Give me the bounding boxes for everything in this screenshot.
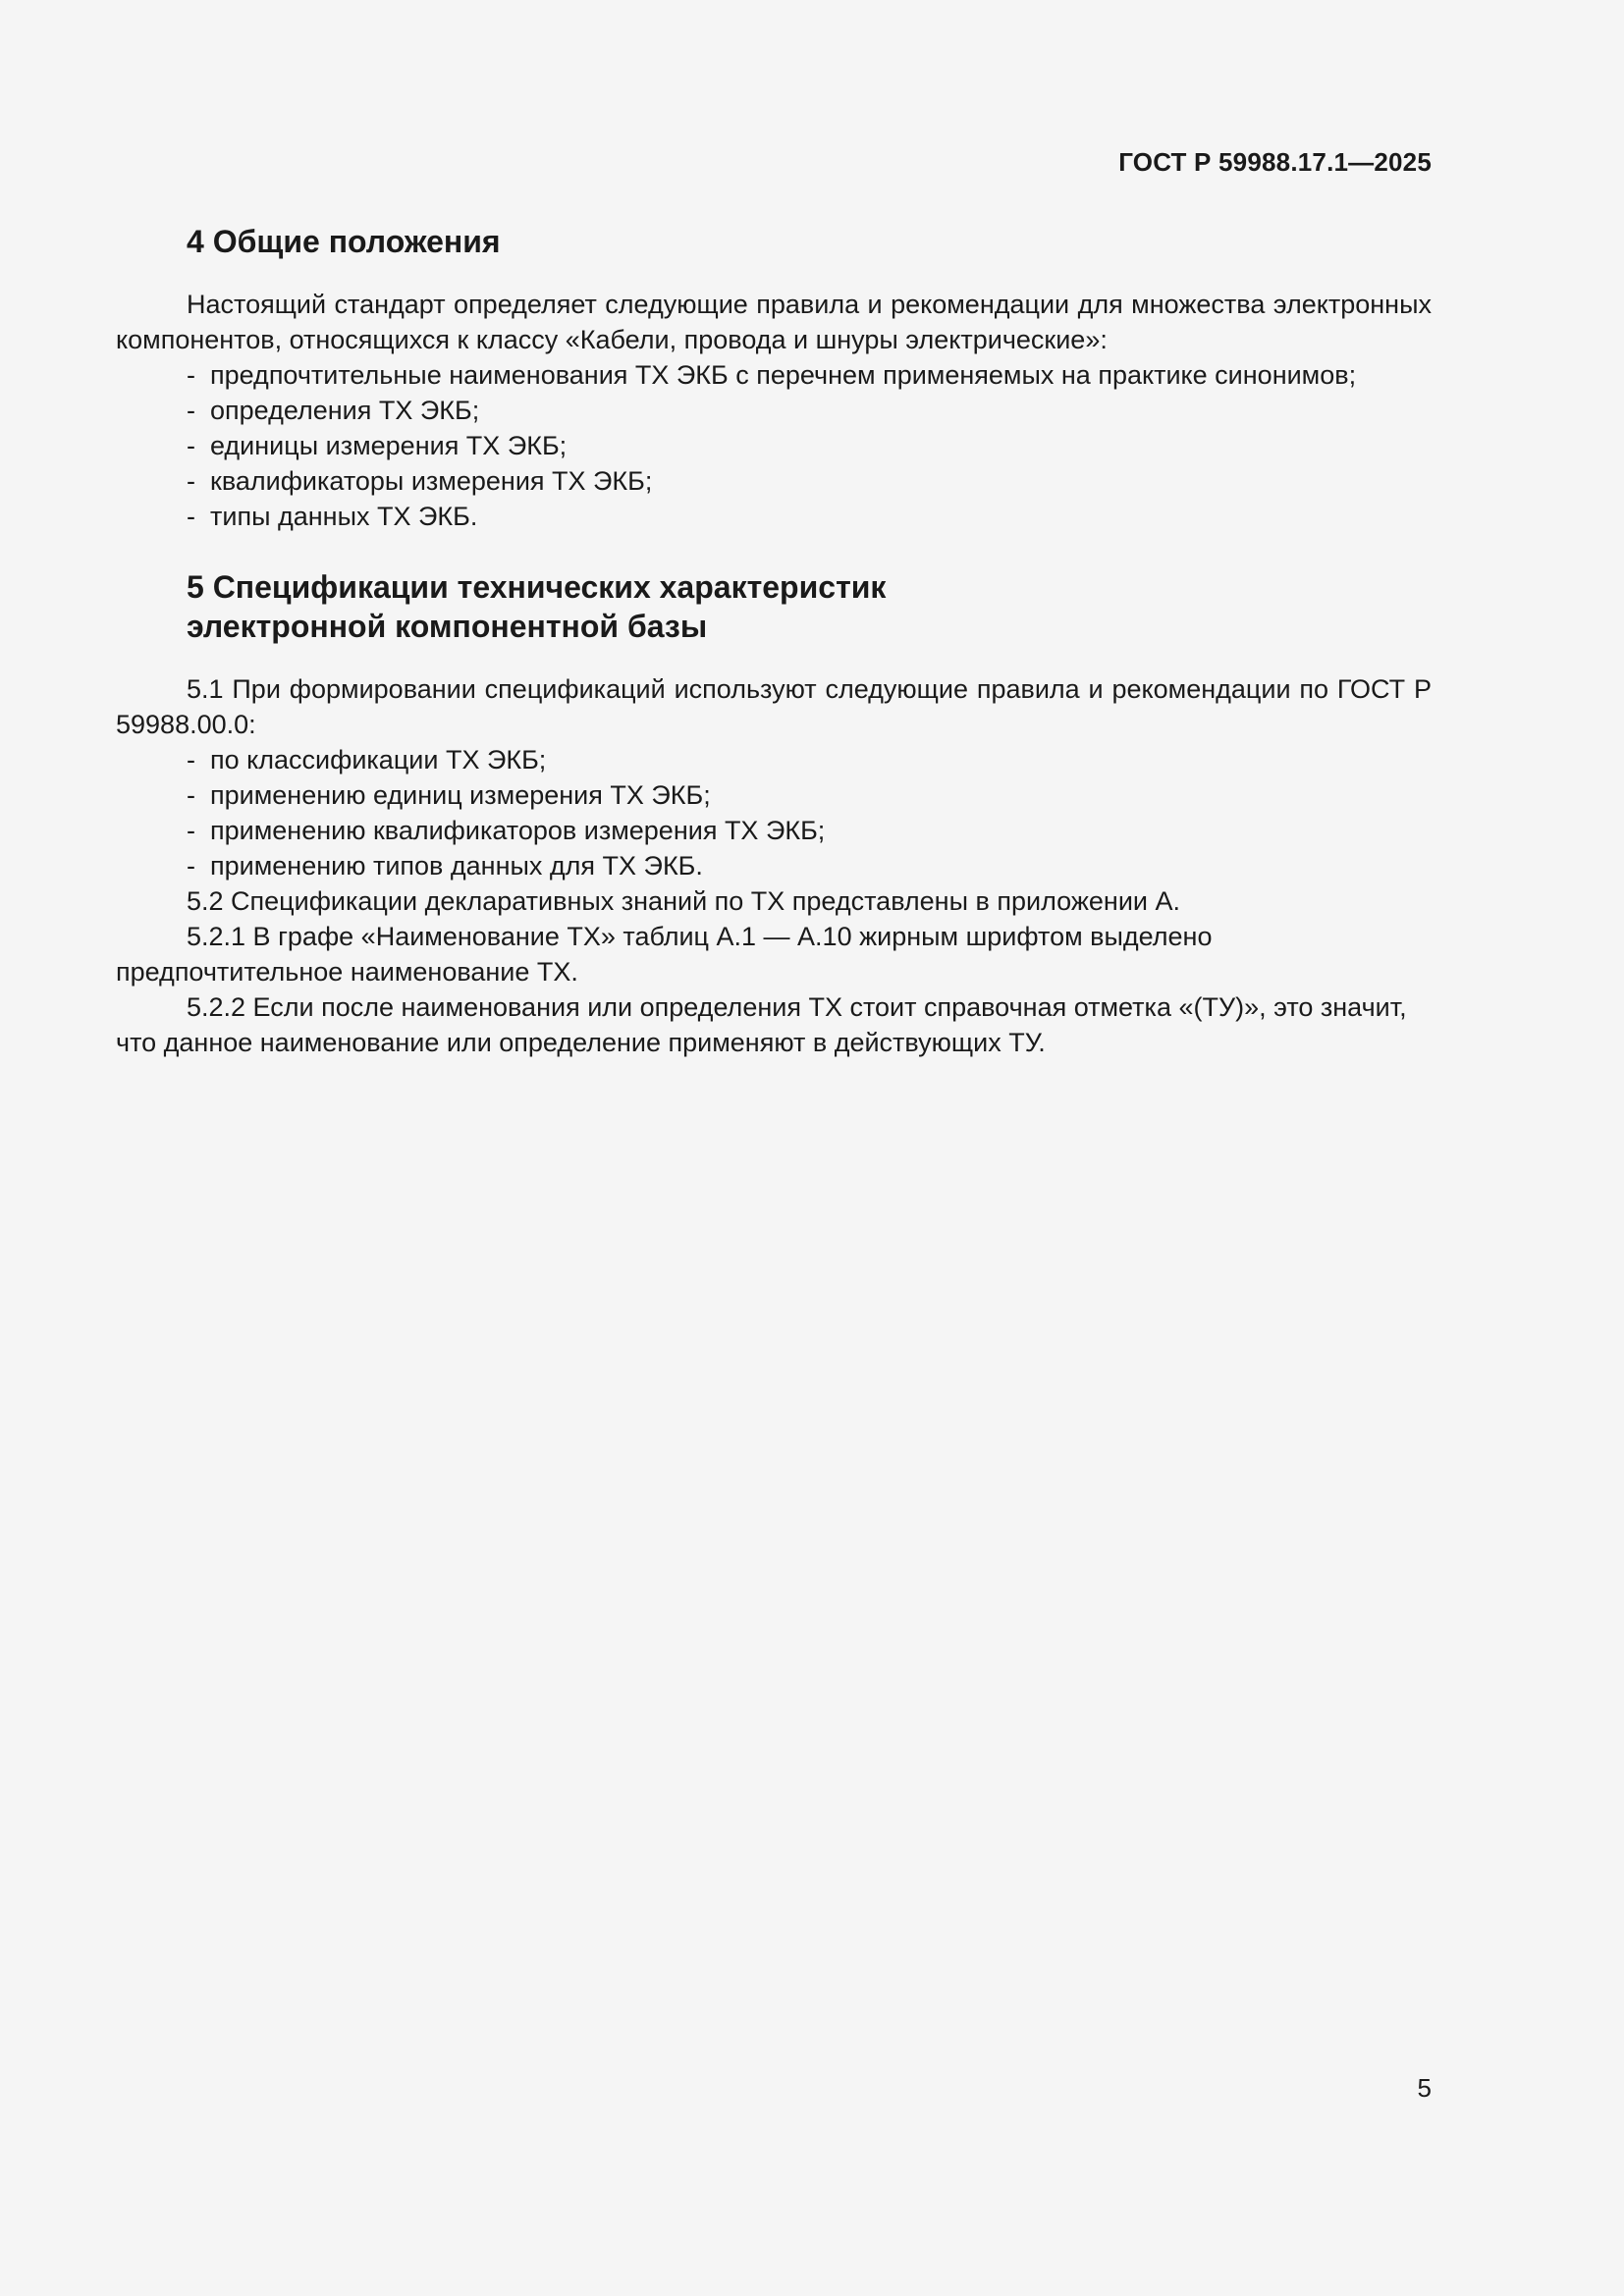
list-item: - типы данных ТХ ЭКБ. xyxy=(187,499,1432,534)
section-4-intro: Настоящий стандарт определяет следующие правила и рекомендации для множества электронных компонентов, относящихся к классу «Кабели, провода и шнуры электрические»: xyxy=(116,290,1432,354)
page-number: 5 xyxy=(1417,2073,1432,2103)
page-content xyxy=(116,222,1432,1060)
list-item: - применению единиц измерения ТХ ЭКБ; xyxy=(187,777,1432,813)
section-5-heading-line1: 5 Спецификации технических характеристик xyxy=(187,569,887,605)
section-5-heading xyxy=(187,567,1432,646)
section-5-heading-line2: электронной компонентной базы xyxy=(187,609,708,644)
section-4-heading: 4 Общие положения xyxy=(187,224,501,259)
list-item: - единицы измерения ТХ ЭКБ; xyxy=(187,428,1432,463)
paragraph-5-2-2: 5.2.2 Если после наименования или определения ТХ стоит справочная отметка «(ТУ)», это значит, что данное наименование или определение применяют в действующих ТУ. xyxy=(116,992,1407,1057)
list-item: - применению типов данных для ТХ ЭКБ. xyxy=(187,848,1432,883)
section-5-1-list xyxy=(116,742,1432,883)
list-item: - определения ТХ ЭКБ; xyxy=(187,393,1432,428)
list-item: - предпочтительные наименования ТХ ЭКБ с перечнем применяемых на практике синонимов; xyxy=(187,357,1432,393)
list-item: - по классификации ТХ ЭКБ; xyxy=(187,742,1432,777)
list-item: - квалификаторы измерения ТХ ЭКБ; xyxy=(187,463,1432,499)
document-id-header: ГОСТ Р 59988.17.1—2025 xyxy=(1118,147,1432,177)
section-4-list xyxy=(116,357,1432,534)
paragraph-5-2-1: 5.2.1 В графе «Наименование ТХ» таблиц А.1 — А.10 жирным шрифтом выделено предпочтительное наименование ТХ. xyxy=(116,922,1213,987)
paragraph-5-2: 5.2 Спецификации декларативных знаний по ТХ представлены в приложении А. xyxy=(187,886,1180,916)
paragraph-5-1: 5.1 При формировании спецификаций используют следующие правила и рекомендации по ГОСТ Р 59988.00.0: xyxy=(116,674,1432,739)
list-item: - применению квалификаторов измерения ТХ ЭКБ; xyxy=(187,813,1432,848)
